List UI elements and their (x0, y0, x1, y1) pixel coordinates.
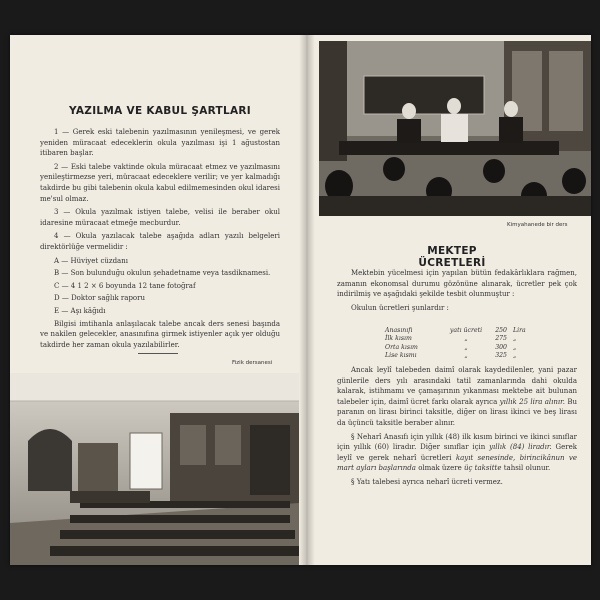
nehari-emphasis-2: kayıt senesinde, birincikânun ve mart ayları başlarında (337, 453, 577, 473)
admission-paragraph-1: 1 — Gerek eski talebenin yazılmasının yenileşmesi, ve gerek yeniden müracaat edeceklerin okula yazılması işi 1 ağustostan itibaren başlar. (40, 128, 280, 158)
left-divider (138, 353, 178, 354)
document-item-b: B — Son bulunduğu okulun şehadetname veya tasdiknamesi. (54, 269, 271, 278)
nehari-text-3: olmak üzere (418, 464, 462, 473)
left-page (10, 35, 307, 565)
leyli-text-1: Ancak leylî talebeden daimî olarak kaydedilenler, yani pazar günlerile ders yılı arasındaki tatil zamanlarında dahi okulda kalarak, istihmamı ve çamaşırının yıkanması mektebe ait bulunan talebeler için, daimî ücret farkı olarak ayrıca (337, 366, 577, 406)
nehari-paragraph (337, 432, 577, 474)
fee-amount: 250 (495, 327, 507, 334)
fees-heading: Okulun ücretleri şunlardır : (351, 303, 449, 312)
yati-paragraph: § Yatı talebesi ayrıca neharî ücreti vermez. (351, 477, 503, 486)
fee-type: „ (464, 343, 468, 351)
physics-classroom-photo (10, 373, 299, 565)
fee-amount: 300 (495, 343, 507, 351)
admission-text (40, 127, 280, 353)
fee-level: Orta kısım (385, 343, 418, 351)
admission-paragraph-4: 4 — Okula yazılacak talebe aşağıda adları yazılı belgeleri direktörlüğe vermelidir : (40, 232, 280, 251)
fees-details (337, 365, 577, 491)
fee-amount: 275 (495, 335, 507, 343)
fee-level: İlk kısım (385, 335, 412, 343)
book-spread (10, 35, 591, 565)
fee-type: yatı ücreti (449, 327, 483, 334)
chemistry-lab-photo (319, 41, 591, 216)
fees-row (385, 335, 541, 343)
left-page-title: YAZILMA VE KABUL ŞARTLARI (68, 105, 252, 117)
right-page-title: MEKTEP ÜCRETLERİ (418, 245, 486, 269)
admission-paragraph-3: 3 — Okula yazılmak istiyen talebe, velisi ile beraber okul idaresine müracaat etmeğe mecburdur. (40, 208, 280, 227)
leyli-text-2: Bu paranın on lirası birinci taksitle, diğer on lirası ikinci ve beş lirası da üçüncü taksitle beraber alınır. (337, 397, 577, 427)
nehari-text-4: tahsil olunur. (503, 464, 551, 473)
leyli-emphasis: yıllık 25 lira alınır. (499, 397, 565, 406)
fee-currency: „ (513, 351, 517, 359)
fee-currency: „ (513, 343, 517, 351)
document-item-c: C — 4 1 2 × 6 boyunda 12 tane fotoğraf (54, 281, 196, 290)
fee-type: „ (464, 351, 468, 359)
fees-row (385, 344, 541, 352)
fee-level: Lise kısmı (385, 351, 417, 359)
fee-type: „ (464, 335, 468, 343)
physics-photo-caption: Fizik dersanesi (232, 360, 273, 366)
fees-intro-paragraph: Mektebin yücelmesi için yapılan bütün fedakârlıklara rağmen, zamanın ekonomsal durumu gözönüne alınarak, ücretler pek çok indirilmiş ve aşağıdaki şekilde tesbit olunmuştur : (337, 269, 577, 299)
fee-currency: „ (513, 335, 517, 343)
chemistry-photo-caption: Kimyahanede bir ders (507, 222, 568, 228)
fee-amount: 325 (495, 351, 507, 359)
fees-table (385, 327, 541, 360)
admission-closing: Bilgisi imtihanla anlaşılacak talebe ancak ders senesi başında ve nakilen gelecekler, anasınıfına girmek istiyenler açık yer olduğu takdirde her zaman okula yazılabilirler. (40, 319, 280, 349)
nehari-text-1: § Neharî Anasıfı için yıllık (48) ilk kısım birinci ve ikinci sınıflar için yıllık (60) liradır. Diğer sınıflar için (337, 432, 577, 452)
fees-row (385, 327, 541, 335)
fees-intro (337, 268, 577, 316)
document-item-e: E — Aşı kâğıdı (54, 306, 106, 315)
document-item-a: A — Hüviyet cüzdanı (54, 256, 128, 265)
admission-paragraph-2: 2 — Eski talebe vaktinde okula müracaat etmez ve yazılmasını yenileştirmezse yeri, müracaat edeceklere verilir; ve yer kalmadığı takdirde bu gibi talebenin okula kabul edilmemesinden okul idaresi me'sul olmaz. (40, 162, 280, 203)
document-item-d: D — Doktor sağlık raporu (54, 294, 145, 303)
nehari-emphasis-1: yıllık (84) liradır. (489, 443, 552, 452)
leyli-paragraph (337, 365, 577, 429)
fees-row (385, 352, 541, 360)
right-page (307, 35, 591, 565)
nehari-emphasis-3: üç taksitte (463, 464, 502, 473)
nehari-text-2: Gerek leylî ve gerek neharî ücretleri (337, 443, 577, 462)
fee-currency: Lira (513, 327, 526, 334)
fee-level: Anasınıfı (385, 327, 413, 334)
